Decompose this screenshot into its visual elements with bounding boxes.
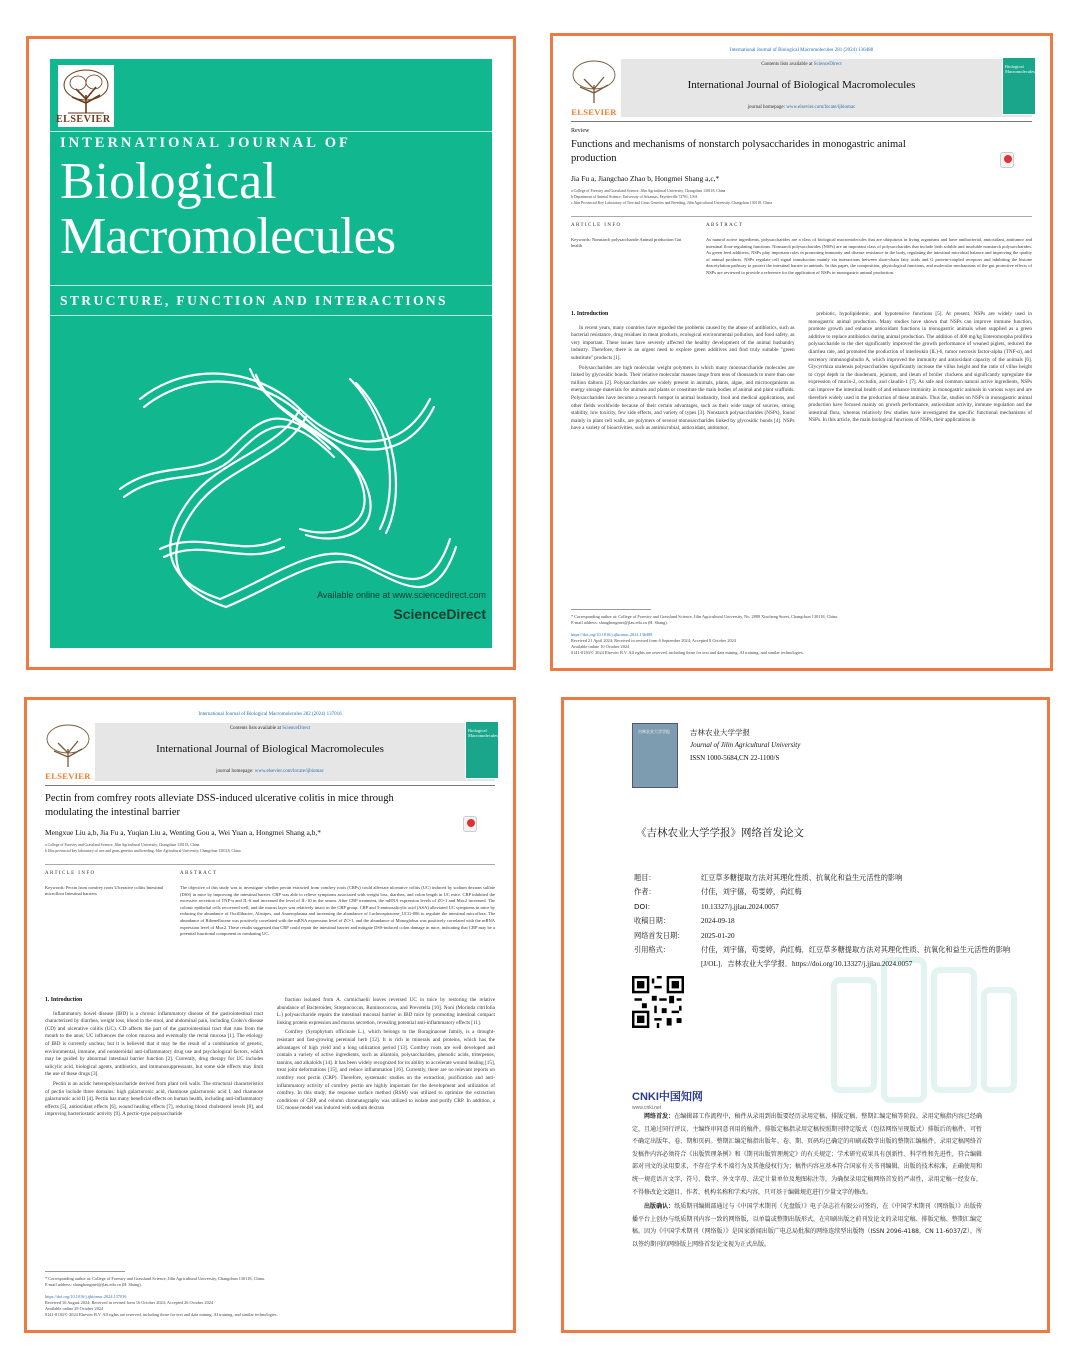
journal-masthead [45, 723, 498, 781]
journal-cover-thumbnail: 吉林农业大学学报 [632, 723, 678, 788]
paragraph: Polysaccharides are high molecular weight polymers in which many monosaccharide molecules are linked by glycosidic bonds. Their relative molecular masses range from tens of thousands to more than one million daltons [2]. Polysaccharides are widely present in animals, plants, algae, and microorganisms as energy storage materials for animals and plants or constitute the main bodies of animal and plant scaffolds. Polysaccharides have become a research hotspot in animal husbandry, food and medical applications, and other fields worldwide because of their certain advantages, such as their wide range of sources, strong stability, low toxicity, few side effects, and variety of types [3]. Nonstarch polysaccharides (NSPs), found mainly in plant cell walls, are polymers of several monosaccharides linked by glycosidic bonds [4]. NSPs have a variety of bioactivities, such as antimicrobial, antioxidant, antitumor, [571, 364, 795, 432]
body-column-right [808, 311, 1032, 427]
divider [45, 785, 495, 786]
divider [571, 121, 1032, 122]
sciencedirect-logo: ScienceDirect [393, 606, 486, 622]
paragraph: Pectin is an acidic heteropolysaccharide derived from plant cell walls. The structural characteristics of pectin include three domains: high galacturonic acid, rhamnose galacturonic acid I, and rhamnose galacturonic acid II [4]. Pectin has many beneficial effects on human health, including anti-inflammatory effects [5], antioxidant effects [6], wound healing effects [7], reducing blood cholesterol levels [8], and improving bacteriostatic activity [9]. A pectic-type polysaccharide [45, 1080, 264, 1118]
body-column-right [277, 997, 495, 1115]
keywords: Keywords: Pectin from comfrey roots Ulcerative colitis Intestinal microflora Intestinal barriers [45, 885, 164, 896]
journal-cover [50, 59, 492, 648]
body-columns [571, 311, 1032, 531]
cnki-logo: CNKI中国知网 www.cnki.net [632, 1091, 703, 1111]
doi-link[interactable]: https://doi.org/10.1016/j.ijbiomac.2024.136488 [571, 632, 653, 637]
qr-code-icon[interactable] [632, 976, 684, 1028]
cover-overline: INTERNATIONAL JOURNAL OF [60, 135, 351, 151]
contents-line: Contents lists available at ScienceDirect [761, 62, 842, 67]
cover-title-line1: Biological [60, 153, 277, 210]
journal-homepage-link[interactable]: www.elsevier.com/locate/ijbiomac [786, 105, 856, 110]
notice-paragraph: 网络首发：在编辑部工作流程中，稿件从录用到出版要经历录用定稿、排版定稿、整期汇编定稿等阶段。录用定稿指内容已经确定，且通过同行评议、主编终审同意刊用的稿件。排版定稿指录用定稿按照期刊特定版式（包括网络呈现版式）排版后的稿件，可暂不确定出版年、卷、期和页码。整期汇编定稿指出版年、卷、期、页码均已确定的印刷或数字出版的整期汇编稿件。录用定稿网络首发稿件内容必须符合《出版管理条例》和《期刊出版管理规定》的有关规定；学术研究成果具有创新性、科学性和先进性，符合编辑部对刊文的录用要求，不存在学术不端行为及其他侵权行为；稿件内容应基本符合国家有关书刊编辑、出版的技术标准，正确使用和统一规范语言文字、符号、数字、外文字母、法定计量单位及地图标注等。为确保录用定稿网络首发的严肃性，录用定稿一经发布，不得修改论文题目、作者、机构名称和学术内容，只可基于编辑规范进行少量文字的修改。 [632, 1113, 982, 1196]
contents-line: Contents lists available at ScienceDirect [229, 726, 311, 731]
elsevier-wordmark: ELSEVIER [45, 771, 91, 781]
online-date: Available online 29 October 2024 [45, 1306, 104, 1311]
running-head: International Journal of Biological Macromolecules 282 (2024) 137016 [198, 712, 342, 717]
article-title: Functions and mechanisms of nonstarch polysaccharides in monogastric animal production [571, 139, 906, 164]
affiliation-line: a College of Forestry and Grassland Science, Jilin Agricultural University, Changchun 130118, China [45, 843, 200, 847]
meta-row-doi: DOI： 10.13327/j.jjlau.2024.0057 [634, 901, 779, 911]
journal-name-en: Journal of Jilin Agricultural University [690, 741, 801, 749]
journal-cover-thumbnail: Biological Macromolecules [1002, 57, 1036, 115]
journal-name: International Journal of Biological Macromolecules [156, 743, 384, 755]
divider [571, 216, 1032, 217]
paragraph: Comfrey (Symphytum officinale L.), which belongs to the Boraginaceae family, is a drought-resistant and fast-growing perennial herb [12]. It is rich in minerals and proteins, which has the advantages of high yield and a long utilization period [13]. Comfrey roots are well developed and contain a variety of active ingredients, such as allantoin, polysaccharides, phenolic acids, triterpenes, tannins, and alkaloids [14]. It has been widely recognized for its ability to accelerate wound healing [15], treat joint deformations [15], and reduce inflammation [16]. Currently, there are no relevant reports on comfrey root pectin (CRP). Therefore, systematic studies on the extraction, purification and anti-inflammatory activity of comfrey pectin are highly important for the development and utilization of comfrey. In this study, the response surface method (RSM) was utilized to optimize the extraction conditions of CRP, and column chromatography was utilized to isolate and purify CRP. In addition, a UC mouse model was induced with sodium dextran [276, 1029, 495, 1112]
article-info-heading: ARTICLE INFO [571, 223, 622, 228]
divider [50, 131, 492, 132]
affiliations [571, 188, 1032, 206]
affiliations [45, 842, 495, 854]
elsevier-wordmark: ELSEVIER [571, 107, 617, 117]
footnote-rule [45, 1271, 125, 1272]
received-dates: Received 21 April 2024; Received in revised form 6 September 2024; Accepted 8 October 2024 [571, 638, 736, 643]
paragraph: Inflammatory bowel disease (IBD) is a chronic inflammatory disease of the gastrointestinal tract characterized by diarrhea, weight loss, blood in the stool, and abdominal pain, including Crohn's disease (CD) and ulcerative colitis (UC). CD affects the part of the gastrointestinal tract that runs from the mouth to the anus; UC influences the colon mucosa and eventually the rectal mucosa [1]. The etiology of IBD is currently unclear, but it is believed that it may be the result of a combination of genetic, environmental, immune, and nonsteroidal anti-inflammatory drug use and psychological factors, which may be guided by abnormal intestinal barrier function [2]. Currently, drug therapy for UC includes salicylic acid, biological agents, antibiotics, and immunosuppressants, but some side effects may limit the use of these drugs [3]. [45, 1010, 264, 1078]
body-column-left [571, 311, 795, 435]
abstract-heading: ABSTRACT [180, 871, 218, 876]
protein-ribbon-illustration [100, 339, 480, 629]
affiliation-line: b Jilin provincial key laboratory of tree and grass genetics and breeding, Jilin Agricultural University, Changchun 130118, China [45, 849, 241, 853]
paragraph: prebiotic, hypolipidemic, and hypotensive functions [5]. At present, NSPs are widely used in monogastric animal production. Many studies have shown that NSPs can improve immune function, promote growth and enhance antioxidant functions in monogastric animals when supplied as a green additive to replace antibiotics during animal production. The addition of 400 mg/kg Enteromorpha prolifera polysaccharide to the diet significantly improved the growth performance of weaned piglets, reduced the diarrhea rate, and promoted the production of interleukin (IL)-6, tumor necrosis factor-alpha (TNF-α), and secretory immunoglobulin A, which improved the immunity and antioxidant capacity of the animals [6]. Glycyrrhiza uralensis polysaccharides significantly increase the villus height and the ratio of villus height to crypt depth in the duodenum, jejunum, and ileum of broiler chickens and significantly upregulate the expression of mucin-2, occludin, and claudin-1 [7]. As safe and common natural active ingredients, NSPs can improve the intestinal health of and enhance immunity in monogastric animals in various ways and are therefore widely used in the production of these animals. Thus far, studies on NSPs in monogastric animal production have focused mainly on growth performance, antioxidant activity, immune regulation and the intestinal flora, whereas relatively few studies have investigated the specific functional mechanisms of NSPs. In this article, the main biological functions of NSPs, their applications in [808, 311, 1032, 424]
keywords: Keywords: Nonstarch polysaccharide Animal production Gut health [571, 237, 682, 248]
homepage-line: journal homepage: www.elsevier.com/locate/ijbiomac [747, 105, 856, 110]
body-column-left [45, 997, 263, 1121]
cnki-first-release-page [561, 697, 1050, 1333]
sciencedirect-link[interactable]: ScienceDirect [813, 62, 842, 67]
meta-row-citation: 引用格式： 付佳，刘宇僖，苟雯婷，尚红梅．红豆草多糖提取方法对其理化性质、抗氧化和益生元活性的影响[J/OL]．吉林农业大学学报．https://doi.org/10.13327/j.jjlau.2024.0057 [634, 945, 1011, 969]
sciencedirect-link[interactable]: ScienceDirect [282, 726, 311, 731]
section-heading: 1. Introduction [45, 997, 83, 1003]
journal-homepage-link[interactable]: www.elsevier.com/locate/ijbiomac [254, 769, 324, 774]
issn-line: ISSN 1000-5684,CN 22-1100/S [690, 754, 780, 762]
article-info-heading: ARTICLE INFO [45, 871, 96, 876]
notice-paragraph: 出版确认：纸质期刊编辑部通过与《中国学术期刊（光盘版）》电子杂志社有限公司签约，在《中国学术期刊（网络版）》出版传播平台上创办与纸质期刊内容一致的网络版，以单篇或整期出版形式，在印刷出版之前刊发论文的录用定稿、排版定稿、整期汇编定稿。因为《中国学术期刊（网络版）》是国家新闻出版广电总局批准的网络连续型出版物（ISSN 2096-4188，CN 11-6037/Z），所以签约期刊的网络版上网络首发论文视为正式出版。 [632, 1203, 982, 1248]
journal-masthead [571, 59, 1035, 117]
journal-cover-thumbnail: Biological Macromolecules [465, 721, 499, 779]
affiliation-line: c Jilin Provincial Key Laboratory of Tree and Grass Genetics and Breeding, Jilin Agricultural University, Changchun 130118, China [571, 201, 773, 205]
paragraph: In recent years, many countries have regarded the problems caused by the abuse of antibiotics, such as bacterial resistance, drug residues in meat products, ecological environmental pollution, and food safety, as very important. These issues have severely affected the healthy development of the animal husbandry industry. Therefore, there is an urgent need to explore green additives and find truly suitable "green substitute" products [1]. [571, 324, 795, 361]
author-list: Jia Fu a, Jiangchao Zhao b, Hongmei Shang a,c,* [571, 174, 720, 183]
abstract-text: As natural active ingredients, polysaccharides are a class of biological macromolecules that are ubiquitous in living organisms and have antibacterial, antioxidant, antitumor and intestinal flora-regulating functions. Nonstarch polysaccharides (NSPs) are an important class of polysaccharides that include both soluble and insoluble nonstarch polysaccharides. As green feed additives, NSPs play important roles in promoting immunity and disease resistance in the body, regulating the intestinal microbial balance and improving the quality of animal products. NSPs regulate cell signal transduction mainly via interactions between short-chain fatty acids and G protein-coupled receptors and inhibiting the histone deacetylation pathway to protect the intestinal barrier in animals. In this paper, the composition, physiological functions, and molecular mechanisms of the gut protective effects of NSPs are reviewed to provide a reference for the application of NSPs in monogastric animal production. [706, 237, 1032, 275]
meta-row-received: 收稿日期： 2024-09-18 [634, 916, 735, 926]
journal-name-cn: 吉林农业大学学报 [690, 728, 750, 737]
check-for-updates-icon[interactable] [463, 816, 477, 832]
page-title: 《吉林农业大学学报》网络首发论文 [636, 827, 804, 839]
article-info-block [45, 871, 495, 989]
copyright-note: 0141-8130/© 2024 Elsevier B.V. All rights are reserved, including those for text and data mining, AI training, and similar technologies. [571, 650, 804, 655]
cover-title-line2: Macromolecules [60, 208, 396, 265]
doi-link[interactable]: https://doi.org/10.1016/j.ijbiomac.2024.137016 [45, 1294, 127, 1299]
meta-row-authors: 作者： 付佳，刘宇僖，苟雯婷，尚红梅 [634, 887, 802, 897]
homepage-line: journal homepage: www.elsevier.com/locate/ijbiomac [216, 769, 324, 774]
article-page-review [550, 33, 1053, 671]
article-title: Pectin from comfrey roots alleviate DSS-induced ulcerative colitis in mice through modulating the intestinal barrier [45, 793, 394, 818]
publication-notice [632, 1111, 982, 1254]
abstract-heading: ABSTRACT [706, 223, 744, 228]
corresponding-author-note: * Corresponding author at: College of Forestry and Grassland Science, Jilin Agricultural University, Changchun 130118, China. [45, 1276, 265, 1281]
online-date: Available online 10 October 2024 [571, 644, 630, 649]
footnote-rule [571, 609, 651, 610]
article-page-research [24, 697, 516, 1333]
email-note: E-mail address: shanghongmei@jlau.edu.cn (H. Shang). [45, 1282, 142, 1287]
corresponding-author-note: * Corresponding author at: College of Forestry and Grassland Science, Jilin Agricultural University, No. 2888 Xincheng Street, Changchun 130118, China. [571, 614, 838, 619]
cover-subtitle: STRUCTURE, FUNCTION AND INTERACTIONS [60, 293, 448, 308]
body-columns [45, 997, 495, 1197]
meta-row-title: 题目： 红豆草多糖提取方法对其理化性质、抗氧化和益生元活性的影响 [634, 873, 903, 882]
meta-row-online-date: 网络首发日期： 2025-01-20 [634, 930, 735, 940]
affiliation-line: b Department of Animal Science, University of Arkansas, Fayetteville 72701, USA [571, 195, 698, 199]
divider [50, 285, 492, 286]
affiliation-line: a College of Forestry and Grassland Science, Jilin Agricultural University, Changchun 130118, China [571, 189, 726, 193]
check-for-updates-icon[interactable] [1000, 152, 1014, 168]
journal-name: International Journal of Biological Macromolecules [687, 79, 916, 91]
footnotes [45, 1271, 495, 1318]
paragraph: fraction isolated from A. carmichaelii leaves reversed UC in mice by restoring the relative abundance of Bacteroides, Streptococcus, Ruminococcus, and Prevotella [10]. Noni (Morinda citrifolia L.) polysaccharide repairs the intestinal mucosal barrier in IBD mice by promoting intestinal compact linking protein expression and mucus secretion, revealing potential anti-inflammatory effects [11]. [276, 997, 495, 1026]
author-list: Mengxue Liu a,b, Jia Fu a, Yuqian Liu a, Wenting Gou a, Wei Yuan a, Hongmei Shang a,b,* [45, 828, 322, 837]
article-type: Review [571, 128, 590, 134]
received-dates: Received 16 August 2024; Received in revised form 16 October 2024; Accepted 26 October 2024 [45, 1300, 214, 1305]
running-head: International Journal of Biological Macromolecules 281 (2024) 136488 [729, 48, 874, 53]
copyright-note: 0141-8130/© 2024 Elsevier B.V. All rights are reserved, including those for text and data mining, AI training, and similar technologies. [45, 1312, 278, 1317]
cnki-watermark [824, 940, 1024, 1120]
article-info-block [571, 223, 1032, 303]
email-note: E-mail address: shanghongmei@jlau.edu.cn (H. Shang). [571, 620, 668, 625]
footnotes [571, 609, 1032, 656]
availability-note: Available online at www.sciencedirect.com [317, 590, 486, 600]
divider [50, 315, 492, 316]
abstract-text: The objective of this study was to investigate whether pectin extracted from comfrey roots (CRPs) could alleviate ulcerative colitis (UC) induced by sodium dextran sulfate (DSS) in mice by improving the intestinal barrier. CRP was able to relieve symptoms associated with weight loss, diarrhea, and colon length in UC mice. CRP inhibited the excessive secretion of TNF-α and IL-6 and increased the level of IL-10 in the serum. After CRP treatment, the mRNA expression levels of ZO-1 and Muc2 increased. The colonic epithelial cells recovered well, and the mucus layer was relatively intact in the CRP group. CRP and 5-aminosalicylic acid (ASA) alleviated UC symptoms in mice by reducing the abundance of Oscillibacter, Alistipes, and Anaeroplasma and increasing the abundance of Lachnospiraceae_UCG-006 to regulate the intestinal microflora. The abundance of Rikenellaceae was positively correlated with the mRNA expression level of ZO-1, and the abundance of Monoglobus was positively correlated with the mRNA expression level of Muc2. These results suggested that CRP could repair the intestinal barrier and mitigate DSS-induced colon damage in mice, indicating that CRP may be a potential functional component in combating UC. [180, 885, 495, 937]
journal-cover-panel [26, 36, 516, 670]
publisher-label: ELSEVIER [56, 114, 111, 125]
divider [45, 864, 495, 865]
section-heading: 1. Introduction [571, 311, 609, 317]
